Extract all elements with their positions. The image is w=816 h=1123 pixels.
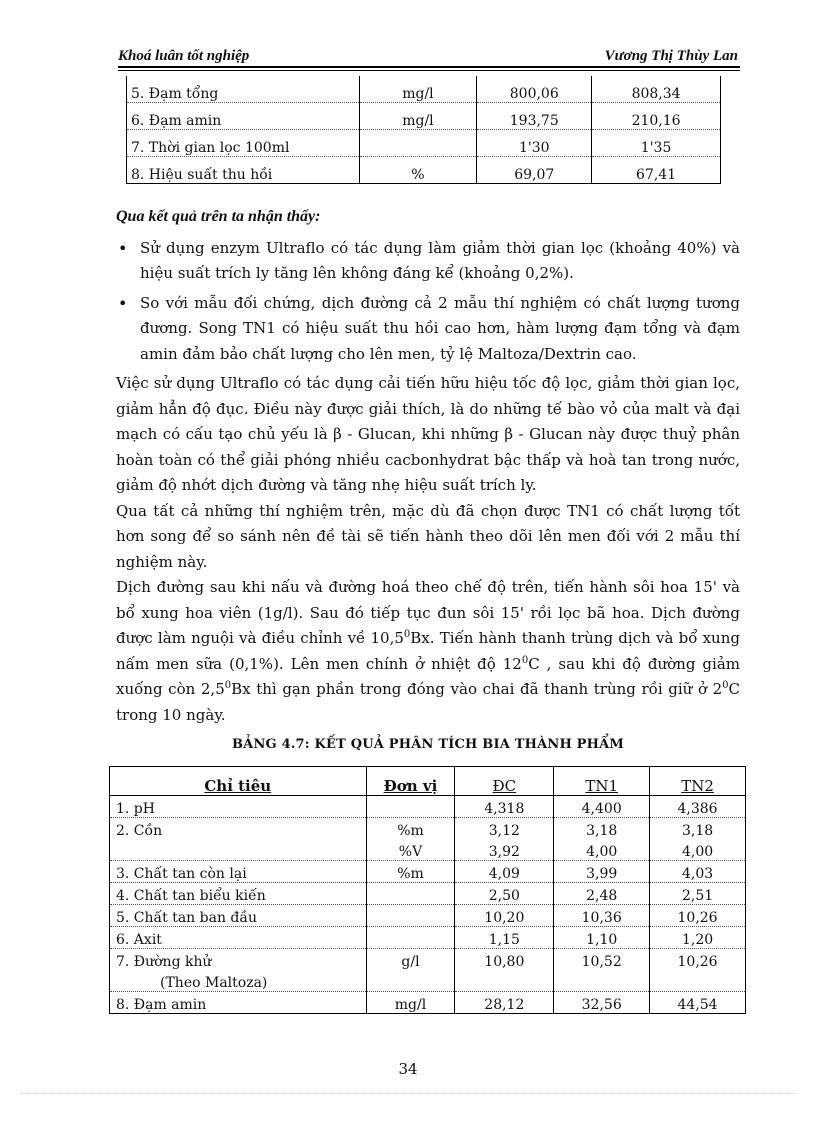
bullet-icon: • bbox=[118, 293, 128, 313]
row-name: 8. Hiệu suất thu hồi bbox=[127, 157, 360, 184]
row-value-1: 193,75 bbox=[477, 103, 592, 130]
row-tn2: 4,03 bbox=[650, 861, 746, 883]
table-row bbox=[110, 949, 746, 971]
table-row bbox=[110, 883, 746, 905]
row-unit bbox=[366, 905, 455, 927]
row-tn2: 44,54 bbox=[650, 992, 746, 1014]
table-row bbox=[127, 130, 721, 157]
table-row bbox=[110, 796, 746, 818]
row-unit: % bbox=[359, 157, 477, 184]
col-header-unit: Đơn vị bbox=[366, 767, 455, 796]
row-criteria: 3. Chất tan còn lại bbox=[110, 861, 367, 883]
row-name: 6. Đạm amin bbox=[127, 103, 360, 130]
col-header-tn2: TN2 bbox=[650, 767, 746, 796]
col-header-tn1: TN1 bbox=[554, 767, 650, 796]
observation-list bbox=[116, 236, 740, 368]
row-value-2: 67,41 bbox=[592, 157, 721, 184]
row-value-1: 69,07 bbox=[477, 157, 592, 184]
row-value-2: 210,16 bbox=[592, 103, 721, 130]
list-item bbox=[116, 291, 740, 368]
paragraph-ultraflo: Việc sử dụng Ultraflo có tác dụng cải tiến hữu hiệu tốc độ lọc, giảm thời gian lọc, giảm hẳn độ đục. Điều này được giải thích, là do những tế bào vỏ của malt và đại mạch có cấu tạo chủ yếu là β - Glucan, khi những β - Glucan này được thuỷ phân hoàn toàn có thể giải phóng nhiều cacbonhydrat bậc thấp và hoà tan trong nước, giảm độ nhớt dịch đường và tăng nhẹ hiệu suất trích ly. bbox=[116, 374, 740, 494]
row-dc: 3,92 bbox=[455, 839, 554, 861]
table-row bbox=[127, 157, 721, 184]
header-author: Vương Thị Thùy Lan bbox=[604, 48, 738, 64]
col-header-criteria: Chỉ tiêu bbox=[110, 767, 367, 796]
row-tn2 bbox=[650, 970, 746, 992]
row-unit: mg/l bbox=[359, 103, 477, 130]
row-dc bbox=[455, 970, 554, 992]
row-unit: %m bbox=[366, 861, 455, 883]
table-row bbox=[127, 76, 721, 103]
header-rule bbox=[118, 66, 740, 68]
row-unit: %V bbox=[366, 839, 455, 861]
row-value-2: 1'35 bbox=[592, 130, 721, 157]
body-text bbox=[116, 204, 740, 728]
paragraph-process: Dịch đường sau khi nấu và đường hoá theo chế độ trên, tiến hành sôi hoa 15' và bổ xung hoa viên (1g/l). Sau đó tiếp tục đun sôi 15' rồi lọc bã hoa. Dịch đường được làm nguội và điều chỉnh về 10,5$^0$Bx. Tiến hành thanh trùng dịch và bổ xung nấm men sữa (0,1%). Lên men chính ở nhiệt độ $12^0C$ , sau khi độ đường giảm xuống còn $2,5^0Bx$ thì gạn phần trong đóng vào chai đã thanh trùng rồi giữ ở $2^0C$ trong 10 ngày. bbox=[116, 578, 740, 724]
row-tn1: 4,00 bbox=[554, 839, 650, 861]
row-criteria: 4. Chất tan biểu kiến bbox=[110, 883, 367, 905]
table-row bbox=[110, 839, 746, 861]
beer-analysis-table bbox=[109, 766, 746, 1014]
row-name: 5. Đạm tổng bbox=[127, 76, 360, 103]
table-row bbox=[110, 861, 746, 883]
table-row bbox=[110, 992, 746, 1014]
row-tn1: 4,400 bbox=[554, 796, 650, 818]
row-unit: %m bbox=[366, 818, 455, 840]
paragraph-conclusion: Qua tất cả những thí nghiệm trên, mặc dù đã chọn được TN1 có chất lượng tốt hơn song để so sánh nên đề tài sẽ tiến hành theo dõi lên men đối với 2 mẫu thí nghiệm này. bbox=[116, 501, 740, 571]
row-value-1: 800,06 bbox=[477, 76, 592, 103]
row-unit bbox=[366, 796, 455, 818]
row-value-2: 808,34 bbox=[592, 76, 721, 103]
row-criteria: 6. Axit bbox=[110, 927, 367, 949]
row-tn2: 3,18 bbox=[650, 818, 746, 840]
row-dc: 4,09 bbox=[455, 861, 554, 883]
row-tn2: 2,51 bbox=[650, 883, 746, 905]
table-row bbox=[127, 103, 721, 130]
row-dc: 10,80 bbox=[455, 949, 554, 971]
footer-rule bbox=[20, 1093, 796, 1094]
row-value-1: 1'30 bbox=[477, 130, 592, 157]
table-row bbox=[110, 818, 746, 840]
page-number: 34 bbox=[398, 1060, 418, 1078]
row-criteria: 2. Cồn bbox=[110, 818, 367, 840]
row-criteria: 8. Đạm amin bbox=[110, 992, 367, 1014]
table-title: BẢNG 4.7: KẾT QUẢ PHÂN TÍCH BIA THÀNH PHẨM bbox=[231, 737, 625, 752]
col-header-dc: ĐC bbox=[455, 767, 554, 796]
row-tn1: 1,10 bbox=[554, 927, 650, 949]
header-left-title: Khoá luân tốt nghiệp bbox=[118, 48, 250, 64]
row-tn1: 10,36 bbox=[554, 905, 650, 927]
row-criteria: 5. Chất tan ban đầu bbox=[110, 905, 367, 927]
bullet-text: Sử dụng enzym Ultraflo có tác dụng làm giảm thời gian lọc (khoảng 40%) và hiệu suất trích ly tăng lên không đáng kể (khoảng 0,2%). bbox=[140, 238, 740, 282]
row-dc: 4,318 bbox=[455, 796, 554, 818]
row-dc: 2,50 bbox=[455, 883, 554, 905]
row-dc: 28,12 bbox=[455, 992, 554, 1014]
section-heading: Qua kết quả trên ta nhận thấy: bbox=[116, 208, 321, 225]
table-header-row bbox=[110, 767, 746, 796]
row-unit: g/l bbox=[366, 949, 455, 971]
row-dc: 1,15 bbox=[455, 927, 554, 949]
row-tn2: 10,26 bbox=[650, 949, 746, 971]
row-unit bbox=[366, 970, 455, 992]
row-dc: 10,20 bbox=[455, 905, 554, 927]
header-rule-thin bbox=[118, 70, 740, 71]
results-table-continued bbox=[126, 76, 721, 184]
row-tn1: 32,56 bbox=[554, 992, 650, 1014]
row-tn1: 3,18 bbox=[554, 818, 650, 840]
row-tn2: 1,20 bbox=[650, 927, 746, 949]
table-row bbox=[110, 970, 746, 992]
row-unit: mg/l bbox=[366, 992, 455, 1014]
row-tn2: 4,00 bbox=[650, 839, 746, 861]
row-criteria: (Theo Maltoza) bbox=[110, 970, 367, 992]
list-item bbox=[116, 236, 740, 287]
row-name: 7. Thời gian lọc 100ml bbox=[127, 130, 360, 157]
row-dc: 3,12 bbox=[455, 818, 554, 840]
row-tn1: 2,48 bbox=[554, 883, 650, 905]
bullet-icon: • bbox=[118, 238, 128, 258]
row-unit bbox=[359, 130, 477, 157]
row-tn1 bbox=[554, 970, 650, 992]
row-criteria bbox=[110, 839, 367, 861]
row-tn2: 4,386 bbox=[650, 796, 746, 818]
row-unit bbox=[366, 927, 455, 949]
table-row bbox=[110, 905, 746, 927]
row-tn1: 10,52 bbox=[554, 949, 650, 971]
row-unit: mg/l bbox=[359, 76, 477, 103]
table-row bbox=[110, 927, 746, 949]
bullet-text: So với mẫu đối chứng, dịch đường cả 2 mẫu thí nghiệm có chất lượng tương đương. Song TN1 có hiệu suất thu hồi cao hơn, hàm lượng đạm tổng và đạm amin đảm bảo chất lượng cho lên men, tỷ lệ Maltoza/Dextrin cao. bbox=[140, 293, 740, 363]
row-unit bbox=[366, 883, 455, 905]
row-criteria: 1. pH bbox=[110, 796, 367, 818]
row-criteria: 7. Đường khử bbox=[110, 949, 367, 971]
row-tn2: 10,26 bbox=[650, 905, 746, 927]
row-tn1: 3,99 bbox=[554, 861, 650, 883]
